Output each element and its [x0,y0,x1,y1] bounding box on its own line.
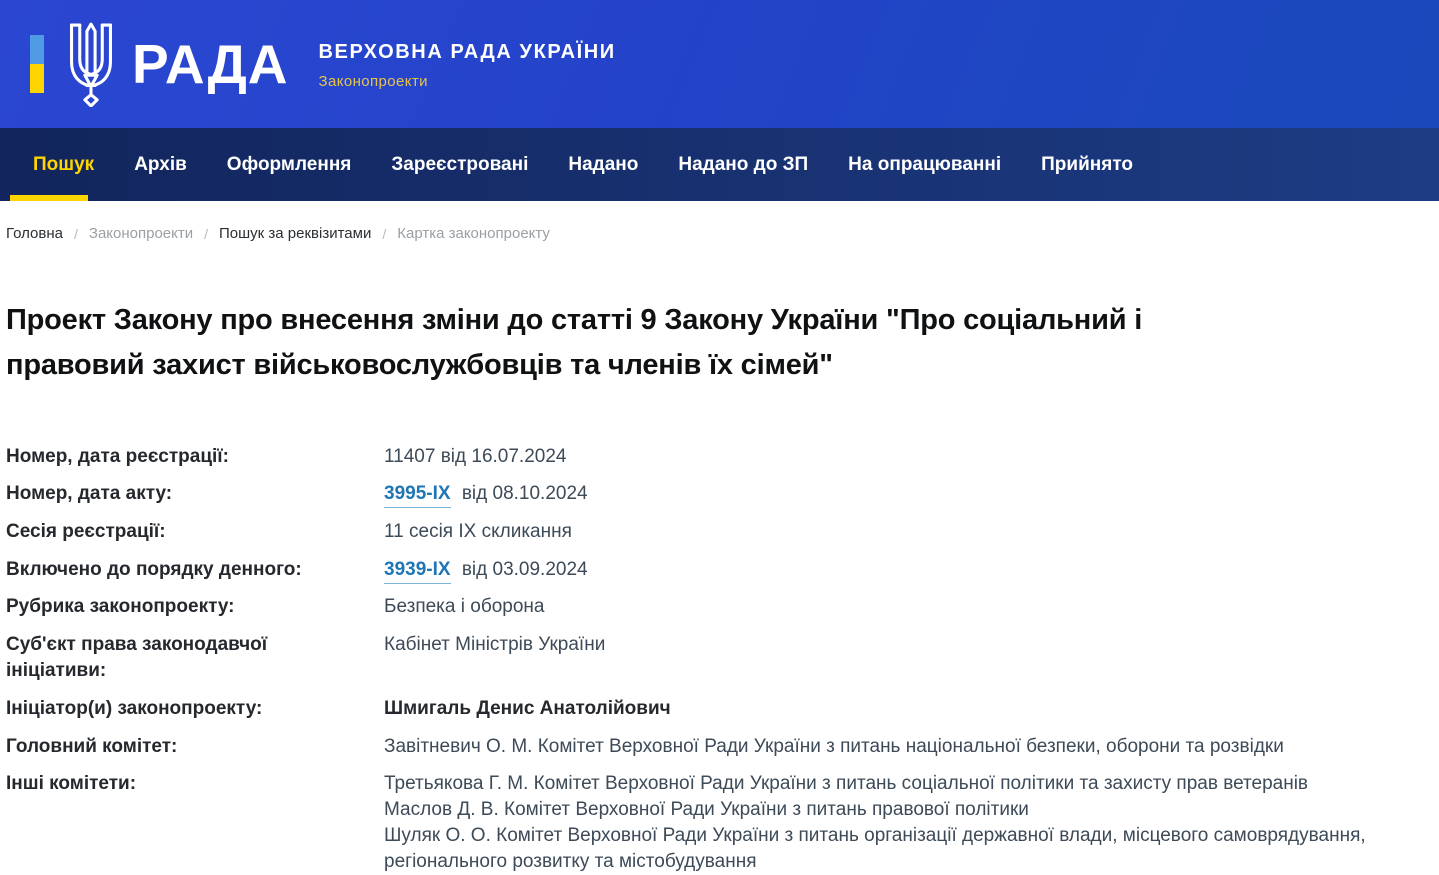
trident-icon [58,21,124,107]
detail-row-initiator [6,696,1439,723]
nav-item-zareyestrovani[interactable]: Зареєстровані [391,153,529,175]
bill-details [0,444,1439,875]
detail-label: Головний комітет: [6,735,178,757]
detail-row-rubric [6,594,1439,621]
committee-line: Маслов Д. В. Комітет Верховної Ради України з питань правової політики [384,799,1029,821]
nav-item-pryynyato[interactable]: Прийнято [1041,153,1133,175]
agenda-number-link[interactable]: 3939-IX [384,559,451,584]
detail-value: Безпека і оборона [384,596,545,618]
detail-value: Кабінет Міністрів України [384,633,606,655]
detail-value: 11 сесія IX скликання [384,521,572,543]
detail-row-session [6,519,1439,546]
detail-label: Включено до порядку денного: [6,558,302,580]
breadcrumb-home[interactable]: Головна [6,225,63,242]
page-title: Проект Закону про внесення зміни до статті 9 Закону України "Про соціальний і правовий захист військовослужбовців та членів їх сімей" [6,304,1143,381]
detail-label: Інші комітети: [6,773,137,795]
detail-label: Рубрика законопроекту: [6,596,235,618]
detail-row-agenda [6,557,1439,584]
breadcrumb-separator: / [74,225,78,242]
breadcrumb [0,201,1439,242]
nav-item-arkhiv[interactable]: Архів [134,153,187,175]
nav-item-oformlennya[interactable]: Оформлення [226,153,352,175]
site-subtitle: Законопроекти [318,72,428,90]
nav-item-poshuk[interactable]: Пошук [33,128,94,201]
detail-label: Номер, дата реєстрації: [6,445,229,467]
breadcrumb-separator: / [204,225,209,242]
detail-row-act [6,481,1439,508]
nav-item-na-opratsyuvanni[interactable]: На опрацюванні [848,153,1002,175]
detail-value: 11407 від 16.07.2024 [384,445,567,467]
main-nav [0,128,1439,201]
detail-value: Завітневич О. М. Комітет Верховної Ради України з питань національної безпеки, оборони та розвідки [384,735,1284,757]
detail-label: Ініціатор(и) законопроекту: [6,698,263,720]
site-header [0,0,1439,128]
breadcrumb-poshuk-za-rekvizytamy[interactable]: Пошук за реквізитами [219,225,372,242]
detail-row-registration [6,444,1439,471]
breadcrumb-separator: / [382,225,387,242]
detail-value: 3939-IX від 03.09.2024 [384,557,1439,584]
logo-wordmark: РАДА [132,32,289,95]
site-title: ВЕРХОВНА РАДА УКРАЇНИ [318,40,616,63]
ukraine-flag-icon [30,35,44,93]
act-number-link[interactable]: 3995-IX [384,483,451,508]
detail-label: Сесія реєстрації: [6,521,166,543]
detail-value: 3995-IX від 08.10.2024 [384,481,1439,508]
detail-label: Суб'єкт права законодавчої ініціативи: [6,633,268,682]
detail-label: Номер, дата акту: [6,483,173,505]
detail-value: Шмигаль Денис Анатолійович [384,698,671,720]
rada-logo[interactable] [0,21,289,107]
detail-row-subject [6,632,1439,685]
committee-line: Шуляк О. О. Комітет Верховної Ради України з питань організації державної влади, місцевого самоврядування, регіонального розвитку та містобудування [384,825,1366,873]
nav-item-nadano[interactable]: Надано [568,153,639,175]
nav-item-nadano-do-zp[interactable]: Надано до ЗП [678,153,809,175]
detail-row-main-committee [6,734,1439,761]
breadcrumb-kartka: Картка законопроекту [397,225,550,242]
detail-value [384,771,1439,875]
detail-row-other-committees [6,771,1439,875]
committee-line: Третьякова Г. М. Комітет Верховної Ради України з питань соціальної політики та захисту прав ветеранів [384,773,1309,795]
breadcrumb-zakonoproekty[interactable]: Законопроекти [88,225,194,242]
